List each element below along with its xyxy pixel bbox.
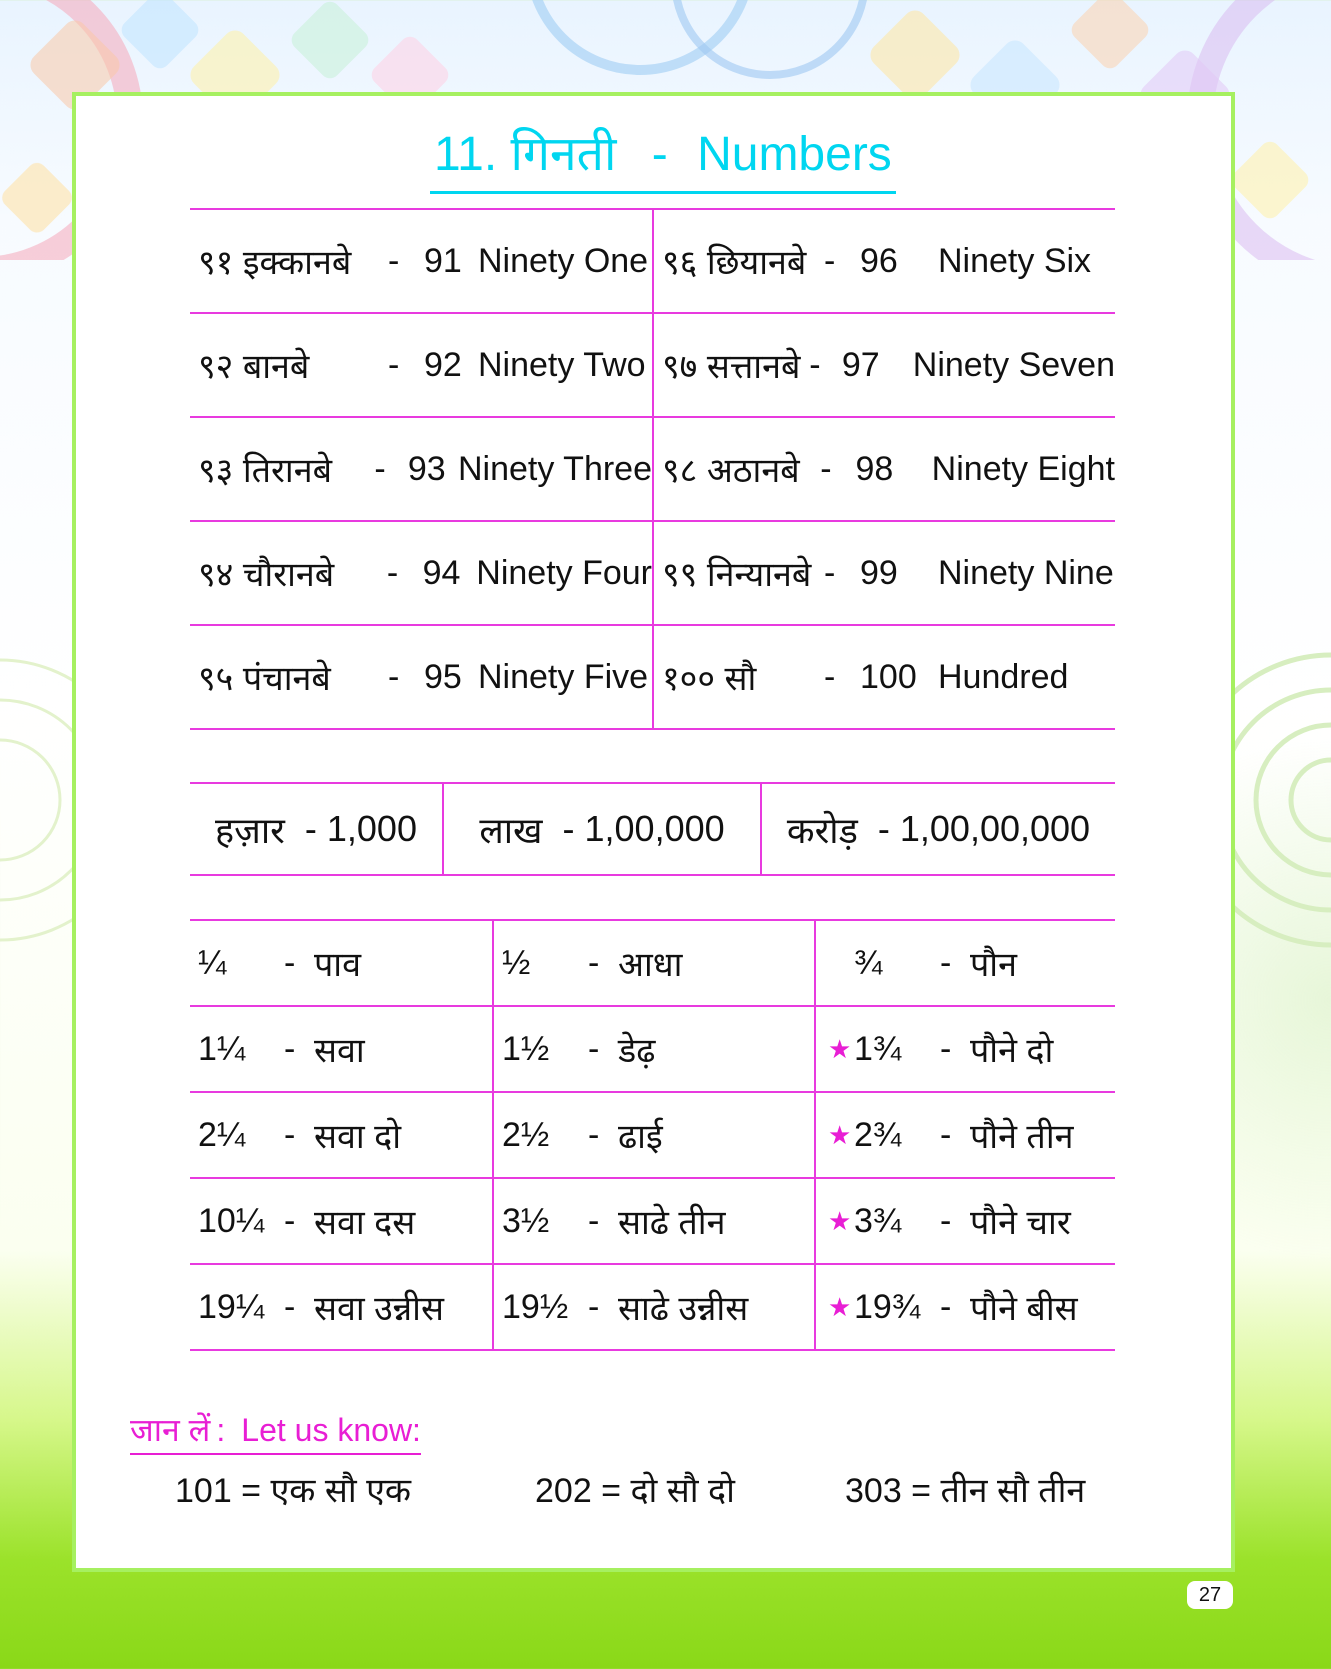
numeral: 92 [424, 345, 462, 384]
dash: - [809, 345, 821, 384]
hindi-word: साढे तीन [618, 1204, 726, 1242]
numeral: 1,00,00,000 [899, 808, 1091, 849]
fraction-cell [492, 921, 814, 1005]
number-cell [190, 314, 652, 416]
fraction-cell [492, 1093, 814, 1177]
hindi-word: पंचानबे [242, 660, 331, 698]
title-english: Numbers [697, 128, 892, 181]
devanagari-numeral: १०० [662, 660, 716, 698]
dash: - [284, 1287, 296, 1326]
table-row [190, 784, 1115, 876]
hindi-word: बानबे [242, 348, 310, 386]
table-row [190, 522, 1115, 626]
fraction: ¾ [854, 943, 883, 982]
hindi-word: आधा [618, 946, 683, 984]
fraction-cell [814, 921, 1115, 1005]
hindi-word: पौने दो [970, 1032, 1054, 1070]
numeral: 96 [860, 241, 898, 280]
numeral: 100 [860, 657, 917, 696]
fraction-cell [190, 1007, 492, 1091]
hindi-name [198, 446, 374, 492]
numeral: 99 [860, 553, 898, 592]
numeral: 91 [424, 241, 462, 280]
example-item: 303 = तीन सौ तीन [845, 1472, 1086, 1510]
hindi-word: पौन [970, 946, 1017, 984]
star-icon: ★ [828, 1205, 852, 1236]
number-cell [652, 314, 1115, 416]
devanagari-numeral: ९६ [662, 244, 698, 282]
fraction: 19¾ [854, 1287, 921, 1326]
fraction: 19½ [502, 1287, 569, 1326]
table-row [190, 1179, 1115, 1265]
fraction-cell [492, 1179, 814, 1263]
title-number: 11. [434, 128, 498, 181]
number-cell [190, 210, 652, 312]
star-icon: ★ [828, 1119, 852, 1150]
dash: - [824, 657, 836, 696]
hindi-word: सौ [724, 660, 757, 698]
number-cell [190, 522, 652, 624]
devanagari-numeral: ९७ [662, 348, 698, 386]
numeral: 1,000 [326, 808, 417, 849]
numeral: 1,00,000 [584, 808, 725, 849]
hindi-word: डेढ़ [618, 1032, 656, 1070]
fraction-cell [190, 1265, 492, 1349]
fraction: 2¼ [198, 1115, 246, 1154]
table-row [190, 418, 1115, 522]
dash: - [940, 1287, 952, 1326]
english-name: Ninety Three [457, 449, 652, 488]
dash: - [284, 1201, 296, 1240]
hindi-name [198, 654, 388, 700]
fraction-cell [814, 1179, 1115, 1263]
hindi-word: लाख [479, 809, 543, 851]
know-english: Let us know: [241, 1412, 421, 1448]
devanagari-numeral: ९५ [198, 660, 234, 698]
hindi-word: सवा उन्नीस [314, 1290, 444, 1328]
hindi-word: चौरानबे [242, 556, 335, 594]
hindi-name [662, 654, 824, 700]
devanagari-numeral: ९२ [198, 348, 234, 386]
dash: - [588, 1115, 600, 1154]
english-name: Ninety Nine [938, 553, 1114, 592]
numeral: 93 [407, 449, 446, 488]
english-name: Ninety Six [938, 241, 1092, 280]
dash: - [284, 943, 296, 982]
devanagari-numeral: ९९ [662, 556, 698, 594]
fraction: 3¾ [854, 1201, 902, 1240]
english-name: Ninety Four [476, 553, 652, 592]
dash: - [940, 1201, 952, 1240]
devanagari-numeral: ९४ [198, 556, 234, 594]
table-row [190, 210, 1115, 314]
numbers-table [190, 208, 1115, 730]
number-cell [190, 418, 652, 520]
dash: - [824, 553, 836, 592]
english-name: Ninety Two [478, 345, 646, 384]
fraction: 1¼ [198, 1029, 246, 1068]
table-row [190, 314, 1115, 418]
number-cell [652, 210, 1115, 312]
fraction: 2¾ [854, 1115, 902, 1154]
dash: - [820, 449, 832, 488]
english-name: Ninety One [478, 241, 649, 280]
hindi-word: छियानबे [706, 244, 807, 282]
hindi-name [198, 342, 388, 388]
let-us-know-heading [130, 1408, 421, 1455]
fraction: 1½ [502, 1029, 550, 1068]
dash: - [940, 943, 952, 982]
example-item: 202 = दो सौ दो [535, 1472, 735, 1510]
fraction-cell [190, 1179, 492, 1263]
fraction-cell [492, 1265, 814, 1349]
fraction-cell [814, 1093, 1115, 1177]
hindi-word: अठानबे [706, 452, 800, 490]
fractions-table [190, 919, 1115, 1351]
fraction: 19¼ [198, 1287, 265, 1326]
numeral: 98 [855, 449, 894, 488]
big-numbers-table [190, 782, 1115, 876]
hindi-name [662, 238, 824, 284]
english-name: Ninety Seven [912, 345, 1115, 384]
big-number-cell: हज़ार - 1,000 [190, 784, 442, 874]
dash: - [284, 1115, 296, 1154]
hindi-word: सवा दस [314, 1204, 416, 1242]
hindi-word: पौने चार [970, 1204, 1071, 1242]
dash: - [824, 241, 836, 280]
fraction-cell [814, 1007, 1115, 1091]
know-colon: : [216, 1412, 226, 1448]
hindi-word: पौने तीन [970, 1118, 1074, 1156]
page-number: 27 [1187, 1581, 1233, 1609]
number-cell [652, 522, 1115, 624]
hindi-word: सवा [314, 1032, 365, 1070]
dash: - [386, 553, 399, 592]
dash: - [388, 345, 400, 384]
numeral: 97 [841, 345, 880, 384]
dash: - [388, 657, 400, 696]
english-name: Hundred [938, 657, 1069, 696]
title-hindi: गिनती [510, 128, 617, 181]
page-title [430, 120, 896, 194]
dash: - [940, 1029, 952, 1068]
hindi-word: पौने बीस [970, 1290, 1078, 1328]
star-icon: ★ [828, 1033, 852, 1064]
hindi-name [662, 550, 824, 596]
number-cell [652, 626, 1115, 728]
fraction: 1¾ [854, 1029, 902, 1068]
hindi-word: साढे उन्नीस [618, 1290, 749, 1328]
dash: - [588, 1201, 600, 1240]
number-cell [652, 418, 1115, 520]
star-icon: ★ [828, 1291, 852, 1322]
fraction-cell [492, 1007, 814, 1091]
dash: - [940, 1115, 952, 1154]
devanagari-numeral: ९३ [198, 452, 234, 490]
know-hindi: जान लें [130, 1412, 211, 1448]
english-name: Ninety Five [478, 657, 649, 696]
big-number-cell: करोड़ - 1,00,00,000 [760, 784, 1115, 874]
example-item: 101 = एक सौ एक [175, 1472, 411, 1510]
big-number-cell: लाख - 1,00,000 [442, 784, 760, 874]
number-cell [190, 626, 652, 728]
dash: - [588, 1287, 600, 1326]
fraction: ¼ [198, 943, 227, 982]
fraction-cell [190, 1093, 492, 1177]
hindi-name [198, 238, 388, 284]
hindi-name [662, 446, 820, 492]
numeral: 95 [424, 657, 462, 696]
hindi-word: सवा दो [314, 1118, 402, 1156]
hindi-word: सत्तानबे [706, 348, 801, 386]
hindi-name [662, 342, 809, 388]
devanagari-numeral: ९१ [198, 244, 234, 282]
hindi-word: करोड़ [786, 809, 858, 851]
devanagari-numeral: ९८ [662, 452, 698, 490]
dash: - [284, 1029, 296, 1068]
fraction-cell [190, 921, 492, 1005]
dash: - [588, 1029, 600, 1068]
hindi-word: पाव [314, 946, 362, 984]
hindi-word: इक्कानबे [242, 244, 352, 282]
hindi-word: हज़ार [215, 809, 285, 851]
fraction: 10¼ [198, 1201, 265, 1240]
fraction: ½ [502, 943, 531, 982]
hindi-word: तिरानबे [242, 452, 333, 490]
table-row [190, 921, 1115, 1007]
examples-line [175, 1466, 1085, 1512]
table-row [190, 1265, 1115, 1351]
hindi-word: निन्यानबे [706, 556, 812, 594]
numeral: 94 [422, 553, 461, 592]
table-row [190, 1093, 1115, 1179]
table-row [190, 626, 1115, 730]
fraction: 3½ [502, 1201, 550, 1240]
title-separator: - [651, 128, 668, 181]
dash: - [588, 943, 600, 982]
dash: - [374, 449, 386, 488]
hindi-word: ढाई [618, 1118, 663, 1156]
fraction-cell [814, 1265, 1115, 1349]
hindi-name [198, 550, 387, 596]
dash: - [388, 241, 400, 280]
table-row [190, 1007, 1115, 1093]
fraction: 2½ [502, 1115, 550, 1154]
english-name: Ninety Eight [931, 449, 1115, 488]
